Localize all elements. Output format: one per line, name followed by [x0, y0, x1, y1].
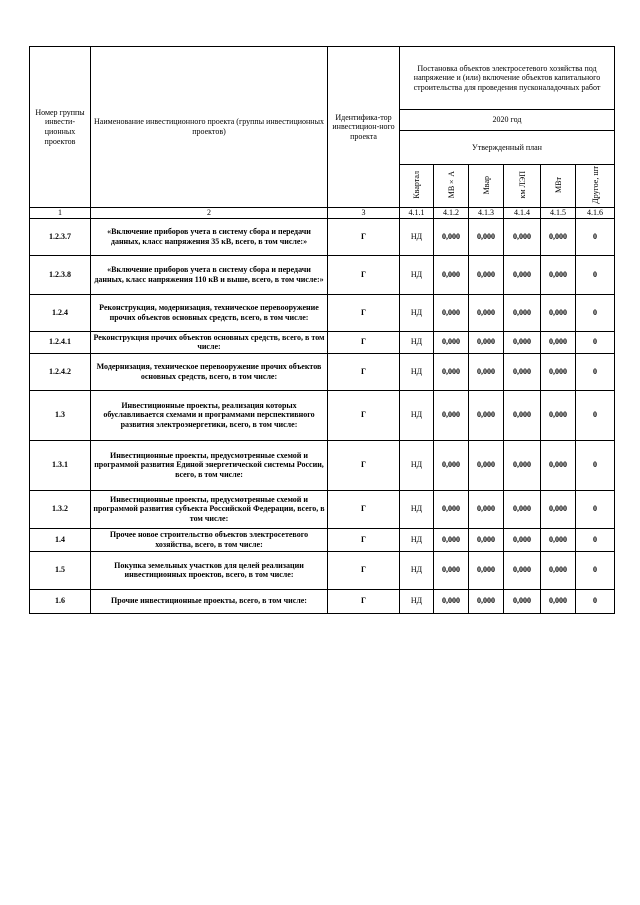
row-mva: 0,000 [434, 255, 469, 294]
table-row [30, 528, 615, 551]
row-group-number: 1.6 [30, 589, 91, 613]
header-project-id: Идентифика-тор инвестицион-ного проекта [328, 47, 400, 208]
row-mw: 0,000 [541, 294, 576, 331]
table-body [30, 218, 615, 613]
row-mva: 0,000 [434, 390, 469, 440]
row-other: 0 [576, 331, 615, 353]
row-mvar: 0,000 [469, 353, 504, 390]
row-mw: 0,000 [541, 551, 576, 589]
row-mw: 0,000 [541, 390, 576, 440]
row-group-number: 1.2.3.7 [30, 218, 91, 255]
row-mva: 0,000 [434, 218, 469, 255]
row-project-name: Реконструкция, модернизация, техническое перевооружение прочих объектов основных средств, всего, в том числе: [91, 294, 328, 331]
row-group-number: 1.3 [30, 390, 91, 440]
row-other: 0 [576, 551, 615, 589]
header-group-title: Постановка объектов электросетевого хозяйства под напряжение и (или) включение объектов капитального строительства для проведения пусконаладочных работ [400, 47, 615, 110]
unit-label: МВ×А [446, 171, 456, 199]
row-mva: 0,000 [434, 551, 469, 589]
column-number: 4.1.1 [400, 208, 434, 219]
column-number: 4.1.2 [434, 208, 469, 219]
row-group-number: 1.2.3.8 [30, 255, 91, 294]
table-row [30, 255, 615, 294]
row-project-id: Г [328, 294, 400, 331]
row-project-name: Прочее новое строительство объектов электросетевого хозяйства, всего, в том числе: [91, 528, 328, 551]
row-project-id: Г [328, 218, 400, 255]
row-mva: 0,000 [434, 490, 469, 528]
row-other: 0 [576, 218, 615, 255]
row-quarter: НД [400, 390, 434, 440]
row-mvar: 0,000 [469, 390, 504, 440]
row-group-number: 1.2.4 [30, 294, 91, 331]
unit-header-cell [504, 165, 541, 208]
column-number: 4.1.4 [504, 208, 541, 219]
row-group-number: 1.2.4.2 [30, 353, 91, 390]
row-mw: 0,000 [541, 218, 576, 255]
column-number: 1 [30, 208, 91, 219]
header-year: 2020 год [400, 110, 615, 131]
row-km: 0,000 [504, 218, 541, 255]
header-group-number: Номер группы инвести-ционных проектов [30, 47, 91, 208]
row-group-number: 1.2.4.1 [30, 331, 91, 353]
row-quarter: НД [400, 589, 434, 613]
row-project-id: Г [328, 255, 400, 294]
row-other: 0 [576, 294, 615, 331]
row-project-id: Г [328, 390, 400, 440]
row-km: 0,000 [504, 294, 541, 331]
row-group-number: 1.3.1 [30, 440, 91, 490]
table-row [30, 589, 615, 613]
row-project-name: «Включение приборов учета в систему сбора и передачи данных, класс напряжения 110 кВ и выше, всего, в том числе:» [91, 255, 328, 294]
row-mvar: 0,000 [469, 490, 504, 528]
row-quarter: НД [400, 331, 434, 353]
row-km: 0,000 [504, 390, 541, 440]
table-row [30, 390, 615, 440]
row-mvar: 0,000 [469, 528, 504, 551]
unit-label: км ЛЭП [517, 170, 527, 199]
row-group-number: 1.4 [30, 528, 91, 551]
row-quarter: НД [400, 490, 434, 528]
row-mw: 0,000 [541, 353, 576, 390]
header-project-name: Наименование инвестиционного проекта (группы инвестиционных проектов) [91, 47, 328, 208]
row-project-id: Г [328, 331, 400, 353]
unit-label: Другое, шт [590, 165, 600, 204]
row-km: 0,000 [504, 551, 541, 589]
column-number-row [30, 208, 615, 219]
table-row [30, 440, 615, 490]
row-quarter: НД [400, 528, 434, 551]
row-other: 0 [576, 390, 615, 440]
row-km: 0,000 [504, 440, 541, 490]
row-mvar: 0,000 [469, 331, 504, 353]
row-mva: 0,000 [434, 353, 469, 390]
column-number: 4.1.5 [541, 208, 576, 219]
row-km: 0,000 [504, 255, 541, 294]
row-project-id: Г [328, 551, 400, 589]
row-mw: 0,000 [541, 331, 576, 353]
row-project-name: Инвестиционные проекты, предусмотренные схемой и программой развития Единой энергетической системы России, всего, в том числе: [91, 440, 328, 490]
row-project-id: Г [328, 589, 400, 613]
unit-header-cell [400, 165, 434, 208]
row-project-id: Г [328, 528, 400, 551]
row-km: 0,000 [504, 353, 541, 390]
row-km: 0,000 [504, 589, 541, 613]
row-mva: 0,000 [434, 528, 469, 551]
row-mvar: 0,000 [469, 440, 504, 490]
row-mw: 0,000 [541, 440, 576, 490]
row-quarter: НД [400, 218, 434, 255]
row-project-name: Реконструкция прочих объектов основных средств, всего, в том числе: [91, 331, 328, 353]
row-other: 0 [576, 353, 615, 390]
row-other: 0 [576, 589, 615, 613]
column-number: 4.1.3 [469, 208, 504, 219]
row-mvar: 0,000 [469, 551, 504, 589]
row-quarter: НД [400, 294, 434, 331]
row-mva: 0,000 [434, 294, 469, 331]
header-plan: Утвержденный план [400, 131, 615, 165]
unit-header-cell [469, 165, 504, 208]
row-mw: 0,000 [541, 255, 576, 294]
row-quarter: НД [400, 255, 434, 294]
row-quarter: НД [400, 353, 434, 390]
row-other: 0 [576, 255, 615, 294]
row-group-number: 1.5 [30, 551, 91, 589]
row-project-id: Г [328, 440, 400, 490]
row-km: 0,000 [504, 331, 541, 353]
column-number: 4.1.6 [576, 208, 615, 219]
row-project-id: Г [328, 490, 400, 528]
row-mw: 0,000 [541, 490, 576, 528]
unit-header-cell [541, 165, 576, 208]
unit-label: МВт [553, 176, 563, 193]
table-row [30, 551, 615, 589]
table-row [30, 294, 615, 331]
row-other: 0 [576, 490, 615, 528]
investment-table [29, 46, 615, 614]
column-number: 3 [328, 208, 400, 219]
row-km: 0,000 [504, 528, 541, 551]
table-row [30, 490, 615, 528]
row-quarter: НД [400, 440, 434, 490]
row-project-name: Инвестиционные проекты, реализация которых обуславливается схемами и программами перспективного развития электроэнергетики, всего, в том числе: [91, 390, 328, 440]
unit-label: Мвар [481, 175, 491, 194]
row-project-name: Модернизация, техническое перевооружение прочих объектов основных средств, всего, в том числе: [91, 353, 328, 390]
row-mw: 0,000 [541, 528, 576, 551]
row-quarter: НД [400, 551, 434, 589]
row-km: 0,000 [504, 490, 541, 528]
row-project-id: Г [328, 353, 400, 390]
row-project-name: Покупка земельных участков для целей реализации инвестиционных проектов, всего, в том числе: [91, 551, 328, 589]
row-mva: 0,000 [434, 331, 469, 353]
table-row [30, 353, 615, 390]
unit-header-cell [434, 165, 469, 208]
column-number: 2 [91, 208, 328, 219]
row-mvar: 0,000 [469, 255, 504, 294]
table-row [30, 218, 615, 255]
row-mva: 0,000 [434, 589, 469, 613]
row-group-number: 1.3.2 [30, 490, 91, 528]
row-mva: 0,000 [434, 440, 469, 490]
row-project-name: «Включение приборов учета в систему сбора и передачи данных, класс напряжения 35 кВ, всего, в том числе:» [91, 218, 328, 255]
row-mvar: 0,000 [469, 218, 504, 255]
row-other: 0 [576, 440, 615, 490]
row-project-name: Инвестиционные проекты, предусмотренные схемой и программой развития субъекта Российской Федерации, всего, в том числе: [91, 490, 328, 528]
row-mvar: 0,000 [469, 294, 504, 331]
unit-label: Квартал [412, 170, 421, 199]
row-project-name: Прочие инвестиционные проекты, всего, в том числе: [91, 589, 328, 613]
row-mvar: 0,000 [469, 589, 504, 613]
row-mw: 0,000 [541, 589, 576, 613]
row-other: 0 [576, 528, 615, 551]
table-row [30, 331, 615, 353]
unit-header-cell [576, 165, 615, 208]
